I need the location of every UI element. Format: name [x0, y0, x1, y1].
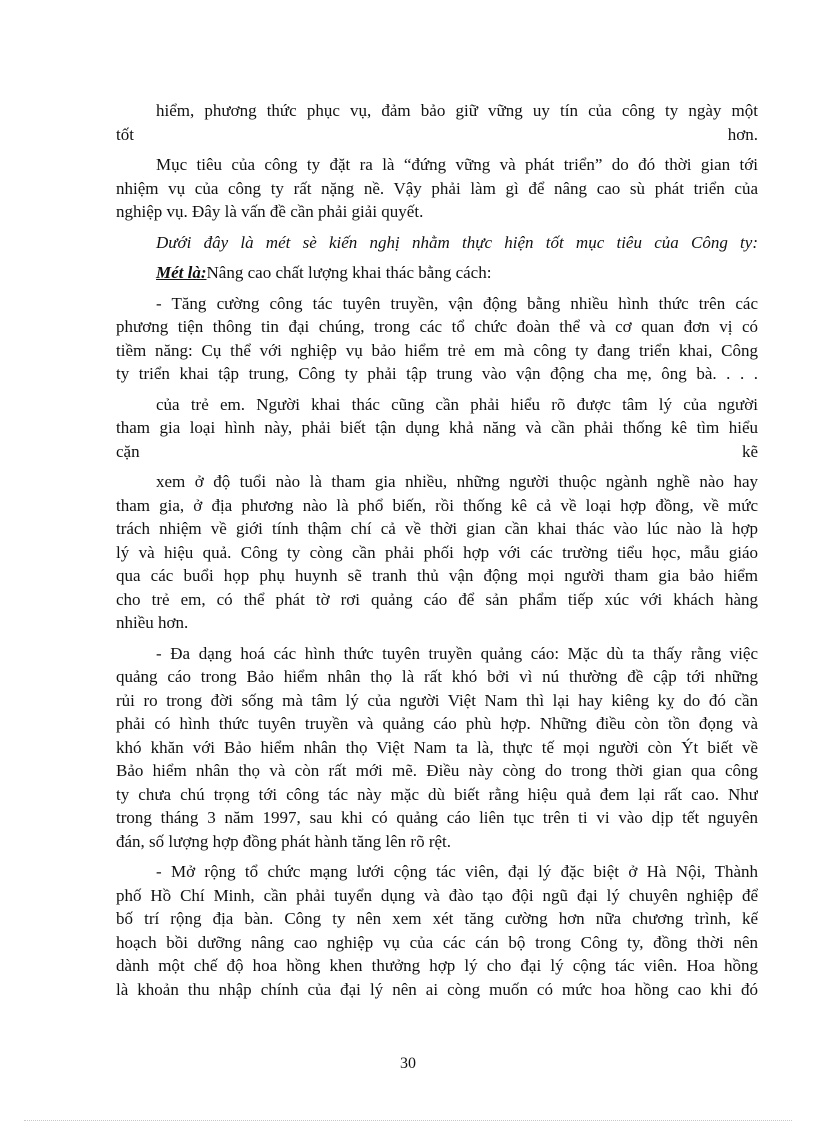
intro-line-1: hiểm, phương thức phục vụ, đảm bảo giữ vững uy tín của công ty ngày một [156, 101, 758, 120]
bullet-3-line: bố trí rộng địa bàn. Công ty nên xem xét tăng cường hơn nữa chương trình, kế [116, 909, 758, 928]
first-heading [116, 261, 758, 285]
bullet-2-line: trong tháng 3 năm 1997, sau khi có quảng cáo liên tục trên ti vi vào dịp tết nguyên [116, 808, 758, 827]
bullet-1-cont-line: của trẻ em. Người khai thác cũng cần phải hiểu rõ được tâm lý của người [156, 394, 758, 414]
goal-line: Mục tiêu của công ty đặt ra là “đứng vững và phát triển” do đó thời gian tới [156, 155, 758, 174]
bullet-2-line: rủi ro trong đời sống mà tâm lý của người Việt Nam thì lại hay kiêng kỵ do đó cần [116, 690, 758, 710]
bullet-2 [116, 642, 758, 854]
bullet-2-line: đán, số lượng hợp đồng phát hành tăng lên rõ rệt. [116, 831, 452, 851]
bullet-2-line: khó khăn với Bảo hiểm nhân thọ Việt Nam ta là, thực tế mọi người còn Ýt biết về [116, 737, 758, 757]
intro-line-2-left: tốt [116, 124, 134, 144]
bullet-1-rest-line: qua các buổi họp phụ huynh sẽ tranh thủ vận động mọi người tham gia bảo hiểm [116, 566, 758, 585]
page-bottom-divider [24, 1120, 792, 1121]
goal-line: nghiệp vụ. Đây là vấn đề cần phải giải quyết. [116, 202, 424, 221]
bullet-1-split-right: kẽ [741, 441, 758, 461]
bullet-3-line: - Mở rộng tổ chức mạng lưới cộng tác viên, đại lý đặc biệt ở Hà Nội, Thành [156, 862, 758, 881]
intro-line-2 [116, 123, 758, 147]
bullet-3-line: hoạch bồi dưỡng nâng cao nghiệp vụ của các cán bộ trong Công ty, đồng thời nên [116, 932, 758, 952]
page-number: 30 [400, 1055, 416, 1072]
bullet-1-line: ty triển khai tập trung, Công ty phải tập trung vào vận động cha mẹ, ông bà. . . . [116, 364, 758, 383]
bullet-1-split-left: cặn [116, 441, 140, 461]
bullet-1 [116, 292, 758, 386]
goal-paragraph [116, 153, 758, 224]
bullet-3-line: là khoản thu nhập chính của đại lý nên ai còng muốn có mức hoa hồng cao khi đó [116, 979, 758, 999]
bullet-1-line: - Tăng cường công tác tuyên truyền, vận động bằng nhiều hình thức trên các [156, 293, 758, 313]
bullet-1-line: phương tiện thông tin đại chúng, trong các tổ chức đoàn thể và cơ quan đơn vị có [116, 317, 758, 336]
bullet-1-rest-line: tham gia, ở địa phương nào là phổ biến, rồi thống kê cả về loại hợp đồng, về mức [116, 495, 758, 515]
bullet-1-continuation [116, 393, 758, 464]
intro-line-2-right: hơn. [727, 124, 758, 144]
bullet-1-rest-line: xem ở độ tuổi nào là tham gia nhiều, những người thuộc ngành nghề nào hay [156, 472, 758, 491]
bullet-2-line: ty chưa chú trọng tới công tác này mặc dù biết rằng hiệu quả đem lại rất cao. Như [116, 784, 758, 804]
bullet-3 [116, 860, 758, 1001]
bullet-2-line: phải có hình thức tuyên truyền và quảng cáo phù hợp. Những điều còn tồn đọng và [116, 714, 758, 733]
bullet-1-rest-line: lý và hiệu quả. Công ty còng cần phải phối hợp với các trường tiểu học, mẫu giáo [116, 542, 758, 562]
bullet-1-split-line [116, 440, 758, 464]
bullet-1-rest-line: nhiều hơn. [116, 613, 189, 632]
page-body [116, 99, 758, 1001]
bullet-1-rest [116, 470, 758, 635]
first-heading-text: Nâng cao chất lượng khai thác bằng cách: [206, 263, 492, 282]
bullet-2-line: Bảo hiểm nhân thọ và còn rất mới mẽ. Điều này còng do trong thời gian qua công [116, 761, 758, 780]
bullet-1-rest-line: cho trẻ em, có thể phát tờ rơi quảng cáo để sản phẩm tiếp xúc với khách hàng [116, 589, 758, 609]
first-heading-label: Mét là: [156, 263, 207, 282]
bullet-3-line: phố Hồ Chí Minh, cần phải tuyển dụng và đào tạo đội ngũ đại lý chuyên nghiệp để [116, 885, 758, 905]
bullet-1-line: tiềm năng: Cụ thể với nghiệp vụ bảo hiểm trẻ em mà công ty đang triển khai, Công [116, 340, 758, 360]
bullet-1-rest-line: trách nhiệm về giới tính thậm chí cả về thời gian cần khai thác vào lúc nào là hợp [116, 519, 758, 538]
bullet-3-line: dành một chế độ hoa hồng khen thưởng hợp lý cho đại lý cộng tác viên. Hoa hồng [116, 956, 758, 975]
goal-line: nhiệm vụ của công ty rất nặng nề. Vậy phải làm gì để nâng cao sù phát triển của [116, 178, 758, 198]
bullet-2-line: - Đa dạng hoá các hình thức tuyên truyền quảng cáo: Mặc dù ta thấy rằng việc [156, 643, 758, 663]
bullet-1-cont-line: tham gia loại hình này, phải biết tận dụng khả năng và cần phải thống kê tìm hiểu [116, 418, 758, 437]
recommendation-intro: Dưới đây là mét sè kiến nghị nhằm thực hiện tốt mục tiêu của Công ty: [156, 232, 758, 252]
bullet-2-line: quảng cáo trong Bảo hiểm nhân thọ là rất khó bởi vì nú thường đề cập tới những [116, 667, 758, 686]
